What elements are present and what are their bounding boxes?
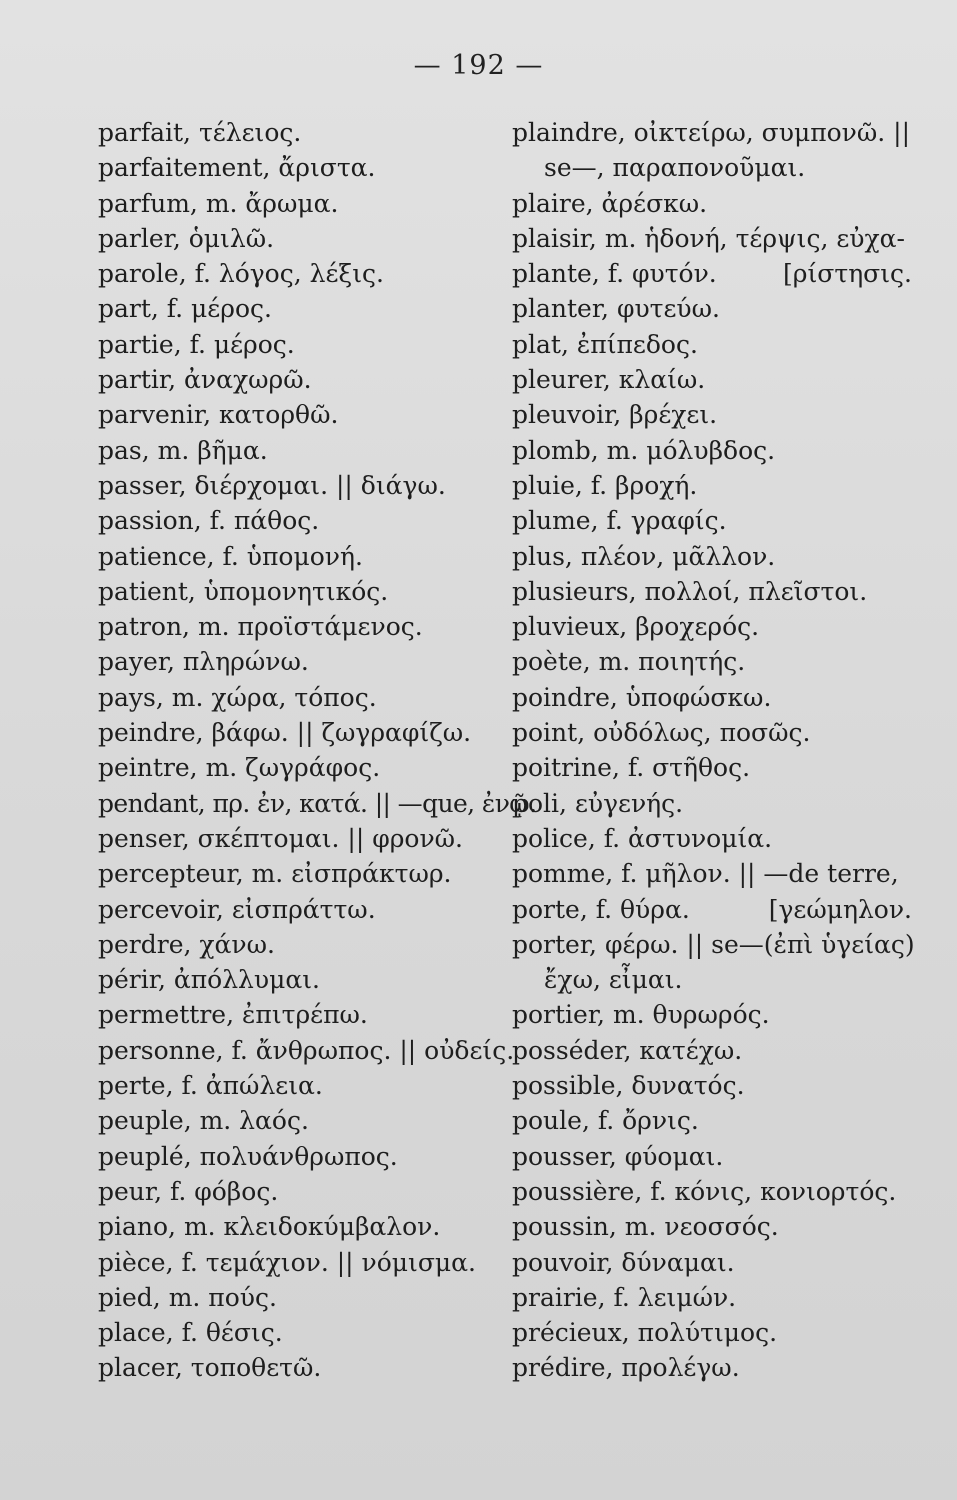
dictionary-entry-continuation: ἔχω, εἶμαι. xyxy=(544,965,683,995)
dictionary-entry: plus, πλέον, μᾶλλον. xyxy=(512,541,776,571)
dictionary-entry: poli, εὐγενής. xyxy=(512,788,684,818)
carry-over-note: [ρίστησις. xyxy=(783,259,912,289)
dictionary-entry: payer, πληρώνω. xyxy=(98,647,309,677)
dictionary-entry: plaindre, οἰκτείρω, συμπονῶ. || xyxy=(512,118,910,147)
dictionary-entry: piano, m. κλειδοκύμβαλον. xyxy=(98,1212,441,1242)
dictionary-entry: poussin, m. νεοσσός. xyxy=(512,1212,779,1242)
dictionary-entry: peindre, βάφω. || ζωγραφίζω. xyxy=(98,718,472,748)
dictionary-entry: prédire, προλέγω. xyxy=(512,1353,740,1383)
dictionary-entry: plume, f. γραφίς. xyxy=(512,506,727,536)
dictionary-entry: police, f. ἀστυνομία. xyxy=(512,823,773,853)
dictionary-entry: planter, φυτεύω. xyxy=(512,294,720,324)
dictionary-entry: posséder, κατέχω. xyxy=(512,1035,743,1065)
dictionary-entry: partir, ἀναχωρῶ. xyxy=(98,365,312,395)
dictionary-entry: perte, f. ἀπώλεια. xyxy=(98,1071,323,1101)
dictionary-entry: peur, f. φόβος. xyxy=(98,1176,279,1206)
dictionary-entry: percevoir, εἰσπράττω. xyxy=(98,894,376,924)
page-number: — 192 — xyxy=(413,50,544,81)
dictionary-entry: personne, f. ἄνθρωπος. || οὐδείς. xyxy=(98,1035,515,1065)
dictionary-entry: parfum, m. ἄρωμα. xyxy=(98,188,339,218)
dictionary-entry: pas, m. βῆμα. xyxy=(98,435,268,465)
dictionary-entry-continuation: se—, παραπονοῦμαι. xyxy=(544,153,806,183)
dictionary-entry: prairie, f. λειμών. xyxy=(512,1282,737,1312)
carry-over-note: [γεώμηλον. xyxy=(768,894,912,924)
dictionary-entry: passion, f. πάθος. xyxy=(98,506,320,536)
dictionary-entry: place, f. θέσις. xyxy=(98,1318,283,1348)
dictionary-entry: pays, m. χώρα, τόπος. xyxy=(98,682,377,712)
dictionary-entry: plaisir, m. ἡδονή, τέρψις, εὐχα- xyxy=(512,223,905,253)
dictionary-entry: parler, ὁμιλῶ. xyxy=(98,223,275,253)
dictionary-entry: porter, φέρω. || se—(ἐπὶ ὑγείας) xyxy=(512,929,915,959)
left-column xyxy=(98,115,537,1386)
dictionary-entry: poitrine, f. στῆθος. xyxy=(512,753,751,783)
dictionary-entry: parvenir, κατορθῶ. xyxy=(98,400,339,430)
dictionary-entry: parfait, τέλειος. xyxy=(98,118,302,147)
right-column xyxy=(512,115,915,1386)
dictionary-entry: placer, τοποθετῶ. xyxy=(98,1353,322,1383)
dictionary-entry: patience, f. ὑπομονή. xyxy=(98,541,363,571)
dictionary-entry: pleuvoir, βρέχει. xyxy=(512,400,718,430)
dictionary-entry: penser, σκέπτομαι. || φρονῶ. xyxy=(98,823,463,853)
dictionary-entry: poussière, f. κόνις, κονιορτός. xyxy=(512,1176,897,1206)
dictionary-entry: point, οὐδόλως, ποσῶς. xyxy=(512,718,811,748)
dictionary-entry: passer, διέρχομαι. || διάγω. xyxy=(98,470,446,500)
dictionary-entry: portier, m. θυρωρός. xyxy=(512,1000,770,1030)
dictionary-entry: pièce, f. τεμάχιον. || νόμισμα. xyxy=(98,1247,476,1277)
dictionary-entry: peuple, m. λαός. xyxy=(98,1106,309,1136)
dictionary-entry: poule, f. ὄρνις. xyxy=(512,1106,699,1136)
dictionary-entry: poète, m. ποιητής. xyxy=(512,647,746,677)
dictionary-entry: pluvieux, βροχερός. xyxy=(512,612,760,642)
dictionary-entry: percepteur, m. εἰσπράκτωρ. xyxy=(98,859,452,889)
dictionary-entry: part, f. μέρος. xyxy=(98,294,272,324)
dictionary-entry: plusieurs, πολλοί, πλεῖστοι. xyxy=(512,576,868,606)
dictionary-entry: pluie, f. βροχή. xyxy=(512,470,698,500)
dictionary-entry: poindre, ὑποφώσκω. xyxy=(512,682,772,712)
dictionary-entry: pomme, f. μῆλον. || —de terre, xyxy=(512,859,899,889)
dictionary-entry: plomb, m. μόλυβδος. xyxy=(512,435,776,465)
dictionary-entry: pousser, φύομαι. xyxy=(512,1141,724,1171)
dictionary-entry: possible, δυνατός. xyxy=(512,1071,745,1101)
dictionary-entry xyxy=(512,892,912,927)
dictionary-entry: précieux, πολύτιμος. xyxy=(512,1318,778,1348)
dictionary-entry: pied, m. πούς. xyxy=(98,1282,277,1312)
dictionary-entry: permettre, ἐπιτρέπω. xyxy=(98,1000,368,1030)
dictionary-entry: plat, ἐπίπεδος. xyxy=(512,329,698,359)
dictionary-entry: peintre, m. ζωγράφος. xyxy=(98,753,381,783)
dictionary-entry: pouvoir, δύναμαι. xyxy=(512,1247,735,1277)
dictionary-entry: parfaitement, ἄριστα. xyxy=(98,153,376,183)
dictionary-entry: parole, f. λόγος, λέξις. xyxy=(98,259,384,289)
dictionary-entry: peuplé, πολυάνθρωπος. xyxy=(98,1141,398,1171)
dictionary-entry: perdre, χάνω. xyxy=(98,929,275,959)
dictionary-entry: partie, f. μέρος. xyxy=(98,329,295,359)
dictionary-entry: patron, m. προϊστάμενος. xyxy=(98,612,423,642)
entry-text: porte, f. θύρα. xyxy=(512,894,690,924)
dictionary-entry: patient, ὑπομονητικός. xyxy=(98,576,389,606)
entry-text: plante, f. φυτόν. xyxy=(512,259,717,289)
dictionary-entry xyxy=(512,256,912,291)
dictionary-entry: pleurer, κλαίω. xyxy=(512,365,706,395)
dictionary-entry: périr, ἀπόλλυμαι. xyxy=(98,965,320,995)
dictionary-entry: plaire, ἀρέσκω. xyxy=(512,188,708,218)
dictionary-entry: pendant, πρ. ἐν, κατά. || —que, ἐνῷ. xyxy=(98,788,537,818)
